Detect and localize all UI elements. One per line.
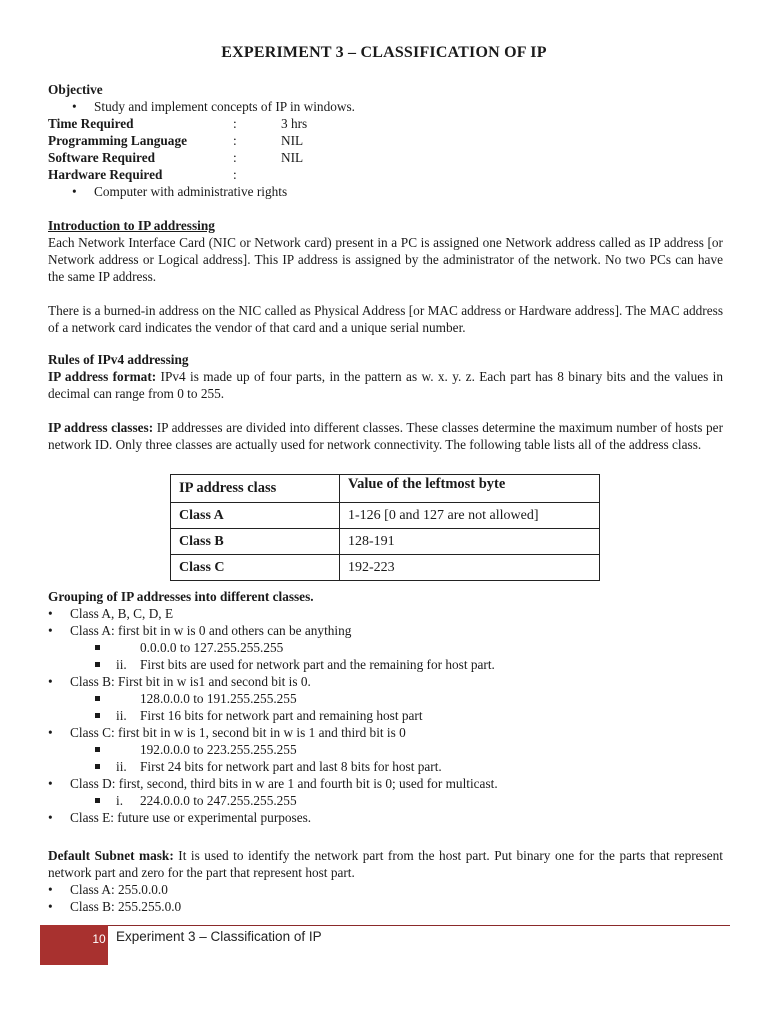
rules-section — [48, 351, 723, 453]
table-row — [171, 503, 600, 529]
intro-heading: Introduction to IP addressing — [48, 218, 215, 233]
sub-list-text: First 16 bits for network part and remaining host part — [140, 708, 423, 723]
sub-list-item — [48, 690, 723, 707]
requirement-row — [48, 115, 723, 132]
list-item: • Class E: future use or experimental purposes. — [48, 809, 723, 826]
table-cell-class: Class A — [171, 503, 340, 529]
table-cell-value: 1-126 [0 and 127 are not allowed] — [340, 503, 600, 529]
intro-section — [48, 217, 723, 336]
table-header-row — [171, 475, 600, 503]
sub-list-number: ii. — [116, 708, 127, 723]
objective-item: • Study and implement concepts of IP in windows. — [48, 98, 723, 115]
format-text: IPv4 is made up of four parts, in the pattern as w. x. y. z. Each part has 8 binary bits and the values in decimal can range from 0 to 255. — [48, 369, 723, 401]
sub-list-text: 0.0.0.0 to 127.255.255.255 — [140, 640, 284, 655]
classes-label: IP address classes: — [48, 420, 154, 435]
requirement-colon: : — [233, 116, 237, 131]
list-item: • Class B: 255.255.0.0 — [48, 898, 723, 915]
hardware-item: • Computer with administrative rights — [48, 183, 723, 200]
requirement-row — [48, 166, 723, 183]
intro-paragraph-1: Each Network Interface Card (NIC or Network card) present in a PC is assigned one Network address called as IP address [or Network address or Logical address]. This IP address is assigned by the administrator of the network. No two PCs can have the same IP address. — [48, 235, 723, 284]
list-item: • Class A: first bit in w is 0 and others can be anything — [48, 622, 723, 639]
sub-list-item — [48, 656, 723, 673]
list-item: • Class C: first bit in w is 1, second bit in w is 1 and third bit is 0 — [48, 724, 723, 741]
requirement-value: NIL — [281, 150, 304, 165]
list-item: • Class A, B, C, D, E — [48, 605, 723, 622]
rules-heading: Rules of IPv4 addressing — [48, 352, 189, 367]
requirement-key: Time Required — [48, 116, 134, 131]
requirement-value: 3 hrs — [281, 116, 308, 131]
subnet-paragraph — [48, 847, 723, 881]
footer-rule — [40, 925, 730, 926]
requirement-row — [48, 132, 723, 149]
objective-heading: Objective — [48, 82, 103, 97]
sub-list-text: 192.0.0.0 to 223.255.255.255 — [140, 742, 297, 757]
list-item: • Class A: 255.0.0.0 — [48, 881, 723, 898]
list-item: • Class D: first, second, third bits in w are 1 and fourth bit is 0; used for multicast. — [48, 775, 723, 792]
grouping-heading: Grouping of IP addresses into different classes. — [48, 589, 314, 604]
subnet-section — [48, 847, 723, 915]
sub-list-item — [48, 758, 723, 775]
table-row — [171, 529, 600, 555]
requirement-value: NIL — [281, 133, 304, 148]
list-item: • Class B: First bit in w is1 and second bit is 0. — [48, 673, 723, 690]
requirement-key: Programming Language — [48, 133, 188, 148]
sub-list-text: 224.0.0.0 to 247.255.255.255 — [140, 793, 297, 808]
requirement-colon: : — [233, 167, 237, 182]
sub-list-text: First bits are used for network part and the remaining for host part. — [140, 657, 495, 672]
requirement-key: Hardware Required — [48, 167, 163, 182]
sub-list-item — [48, 792, 723, 809]
requirement-colon: : — [233, 133, 237, 148]
ip-class-table — [170, 474, 600, 581]
requirement-key: Software Required — [48, 150, 155, 165]
requirement-row — [48, 149, 723, 166]
subnet-label: Default Subnet mask: — [48, 848, 174, 863]
footer-title: Experiment 3 – Classification of IP — [116, 929, 322, 944]
sub-list-item — [48, 639, 723, 656]
subnet-text: It is used to identify the network part from the host part. Put binary one for the parts that represent network part and zero for the part that represent host part. — [48, 848, 723, 880]
sub-list-item — [48, 707, 723, 724]
grouping-section — [48, 588, 723, 826]
sub-list-number: ii. — [116, 759, 127, 774]
classes-text: IP addresses are divided into different classes. These classes determine the maximum number of hosts per network ID. Only three classes are actually used for network connectivity. The following table lists all of the address class. — [48, 420, 723, 452]
table-cell-value: 128-191 — [340, 529, 600, 555]
intro-paragraph-2: There is a burned-in address on the NIC called as Physical Address [or MAC address or Hardware address]. The MAC address of a network card indicates the vendor of that card and a unique serial number. — [48, 303, 723, 335]
sub-list-number: i. — [116, 793, 124, 808]
sub-list-number: ii. — [116, 657, 127, 672]
requirement-colon: : — [233, 150, 237, 165]
format-paragraph — [48, 368, 723, 402]
grouping-list — [48, 605, 723, 826]
page-title: EXPERIMENT 3 – CLASSIFICATION OF IP — [221, 44, 547, 61]
table-header-cell: IP address class — [171, 475, 340, 503]
sub-list-text: 128.0.0.0 to 191.255.255.255 — [140, 691, 297, 706]
objective-section — [48, 81, 723, 200]
classes-paragraph — [48, 419, 723, 453]
sub-list-text: First 24 bits for network part and last 8 bits for host part. — [140, 759, 442, 774]
sub-list-item — [48, 741, 723, 758]
table-header-cell: Value of the leftmost byte — [340, 475, 600, 503]
table-cell-class: Class C — [171, 555, 340, 581]
page-number: 10 — [92, 932, 106, 946]
table-cell-value: 192-223 — [340, 555, 600, 581]
table-row — [171, 555, 600, 581]
format-label: IP address format: — [48, 369, 157, 384]
table-cell-class: Class B — [171, 529, 340, 555]
